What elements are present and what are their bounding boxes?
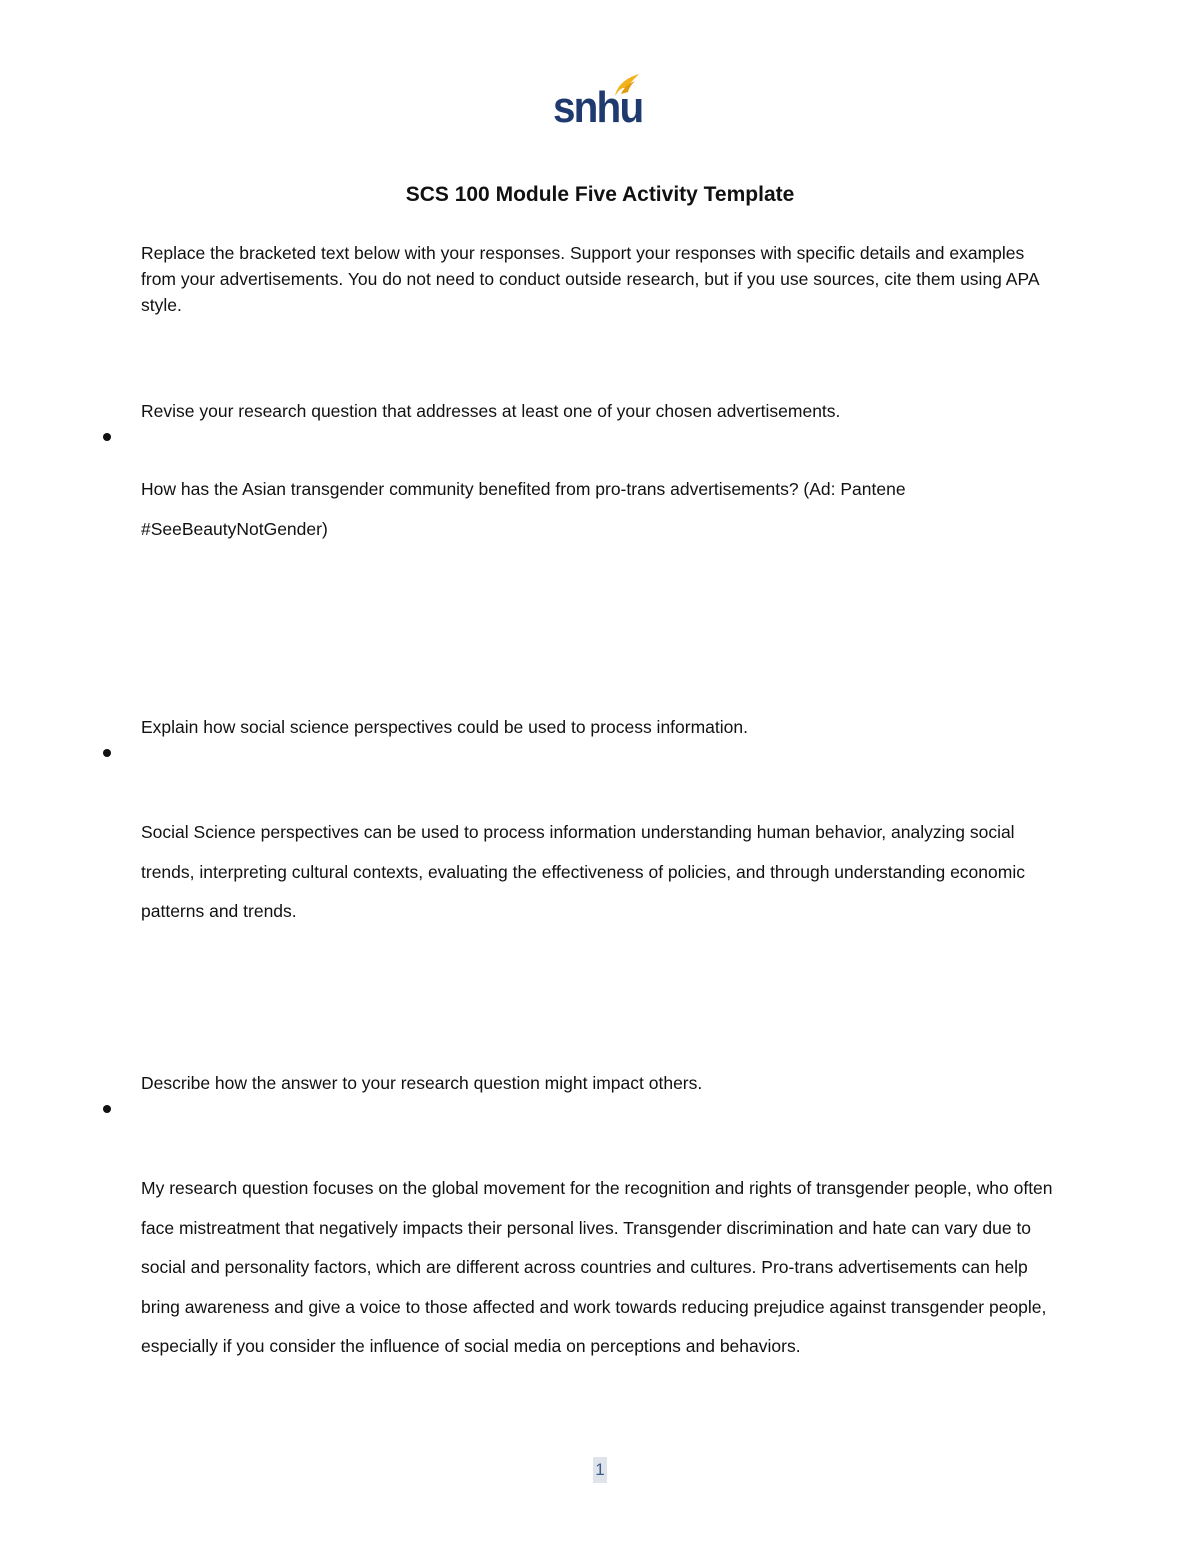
- answer-social-science: Social Science perspectives can be used to process information understanding human behavior, analyzing social trends, interpreting cultural contexts, evaluating the effectiveness of policies, and through understanding economic patterns and trends.: [141, 822, 1025, 921]
- prompt-social-science: Explain how social science perspectives could be used to process information.: [141, 717, 748, 737]
- instructions-paragraph: Replace the bracketed text below with your responses. Support your responses with specific details and examples from your advertisements. You do not need to conduct outside research, but if you use sources, cite them using APA style.: [141, 243, 1039, 315]
- prompt-research-question: Revise your research question that addresses at least one of your chosen advertisements.: [141, 401, 841, 421]
- logo-wordmark: snhu: [553, 83, 643, 132]
- bullet-point: [103, 1105, 111, 1113]
- bullet-point: [103, 749, 111, 757]
- answer-research-question: How has the Asian transgender community benefited from pro-trans advertisements? (Ad: Pantene #SeeBeautyNotGender): [141, 479, 906, 539]
- document-title: SCS 100 Module Five Activity Template: [405, 183, 795, 206]
- bullet-point: [103, 433, 111, 441]
- prompt-impact: Describe how the answer to your research question might impact others.: [141, 1073, 703, 1093]
- snhu-logo: [553, 72, 643, 134]
- answer-impact: My research question focuses on the global movement for the recognition and rights of transgender people, who often face mistreatment that negatively impacts their personal lives. Transgender discrimination and hate can vary due to social and personality factors, which are different across countries and cultures. Pro-trans advertisements can help bring awareness and give a voice to those affected and work towards reducing prejudice against transgender people, especially if you consider the influence of social media on perceptions and behaviors.: [141, 1178, 1053, 1356]
- page-number: 1: [593, 1457, 607, 1483]
